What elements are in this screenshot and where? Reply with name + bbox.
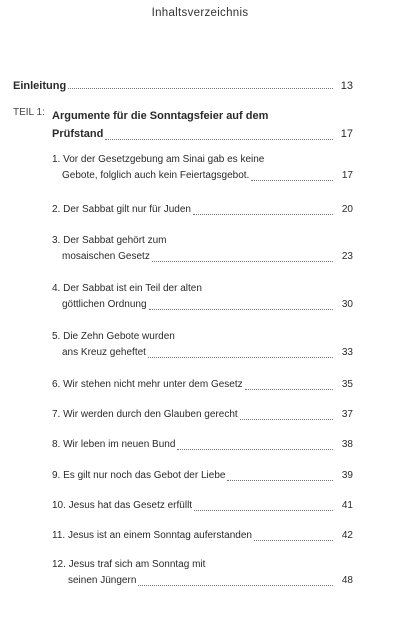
- entry-line-1: 11. Jesus ist an einem Sonntag auferstanden: [52, 530, 252, 541]
- toc-entry-chapter[interactable]: [52, 329, 353, 361]
- dot-leader: [138, 585, 333, 586]
- toc-entry-chapter[interactable]: [52, 498, 353, 514]
- entry-line-1: 8. Wir leben im neuen Bund: [52, 439, 176, 450]
- toc-entry-chapter[interactable]: [52, 281, 353, 313]
- toc-entry-part-1[interactable]: [52, 107, 353, 143]
- page-number: 20: [341, 204, 353, 215]
- toc-entry-chapter[interactable]: [52, 437, 353, 453]
- toc-entry-chapter[interactable]: [52, 233, 353, 265]
- page-number: 17: [341, 170, 353, 181]
- part-title-line-1: Argumente für die Sonntagsfeier auf dem: [52, 110, 269, 122]
- page-number: 17: [340, 128, 353, 140]
- toc-entry-chapter[interactable]: [52, 407, 353, 423]
- dot-leader: [152, 261, 333, 262]
- toc-entry-chapter[interactable]: [52, 152, 353, 184]
- page-title: Inhaltsverzeichnis: [151, 7, 249, 19]
- dot-leader: [177, 449, 333, 450]
- entry-line-2: seinen Jüngern: [68, 575, 137, 586]
- entry-line-1: 4. Der Sabbat ist ein Teil der alten: [52, 283, 202, 294]
- dot-leader: [194, 510, 333, 511]
- entry-line-2: göttlichen Ordnung: [62, 299, 147, 310]
- page-number: 13: [340, 80, 353, 92]
- toc-entry-chapter[interactable]: [52, 557, 353, 589]
- page-number: 48: [341, 575, 353, 586]
- entry-line-1: 6. Wir stehen nicht mehr unter dem Gesetz: [52, 379, 243, 390]
- page-number: 42: [341, 530, 353, 541]
- dot-leader: [251, 180, 333, 181]
- page-number: 37: [341, 409, 353, 420]
- entry-line-1: 2. Der Sabbat gilt nur für Juden: [52, 204, 191, 215]
- toc-entry-introduction[interactable]: [13, 80, 353, 92]
- part-prefix: TEIL 1:: [13, 107, 45, 118]
- page-number: 39: [341, 470, 353, 481]
- entry-label: Einleitung: [13, 80, 67, 92]
- dot-leader: [227, 480, 333, 481]
- page-number: 23: [341, 251, 353, 262]
- page-number: 33: [341, 347, 353, 358]
- dot-leader: [254, 540, 333, 541]
- entry-line-2: ans Kreuz geheftet: [62, 347, 146, 358]
- toc-entry-chapter[interactable]: [52, 202, 353, 218]
- page-number: 35: [341, 379, 353, 390]
- entry-line-1: 7. Wir werden durch den Glauben gerecht: [52, 409, 238, 420]
- entry-line-2: mosaischen Gesetz: [62, 251, 150, 262]
- page-number: 30: [341, 299, 353, 310]
- page-number: 41: [341, 500, 353, 511]
- toc-entry-chapter[interactable]: [52, 377, 353, 393]
- dot-leader: [68, 88, 333, 89]
- dot-leader: [193, 214, 333, 215]
- page-number: 38: [341, 439, 353, 450]
- entry-line-1: 10. Jesus hat das Gesetz erfüllt: [52, 500, 193, 511]
- entry-line-1: 5. Die Zehn Gebote wurden: [52, 331, 175, 342]
- entry-line-1: 9. Es gilt nur noch das Gebot der Liebe: [52, 470, 226, 481]
- toc-entry-chapter[interactable]: [52, 528, 353, 544]
- dot-leader: [149, 309, 333, 310]
- entry-line-2: Gebote, folglich auch kein Feiertagsgebot.: [62, 170, 250, 181]
- entry-line-1: 1. Vor der Gesetzgebung am Sinai gab es keine: [52, 154, 265, 165]
- toc-entry-chapter[interactable]: [52, 468, 353, 484]
- entry-line-1: 3. Der Sabbat gehört zum: [52, 235, 167, 246]
- entry-line-1: 12. Jesus traf sich am Sonntag mit: [52, 559, 206, 570]
- dot-leader: [148, 357, 333, 358]
- dot-leader: [245, 389, 333, 390]
- dot-leader: [240, 419, 333, 420]
- dot-leader: [105, 139, 333, 140]
- part-title-line-2: Prüfstand: [52, 128, 104, 140]
